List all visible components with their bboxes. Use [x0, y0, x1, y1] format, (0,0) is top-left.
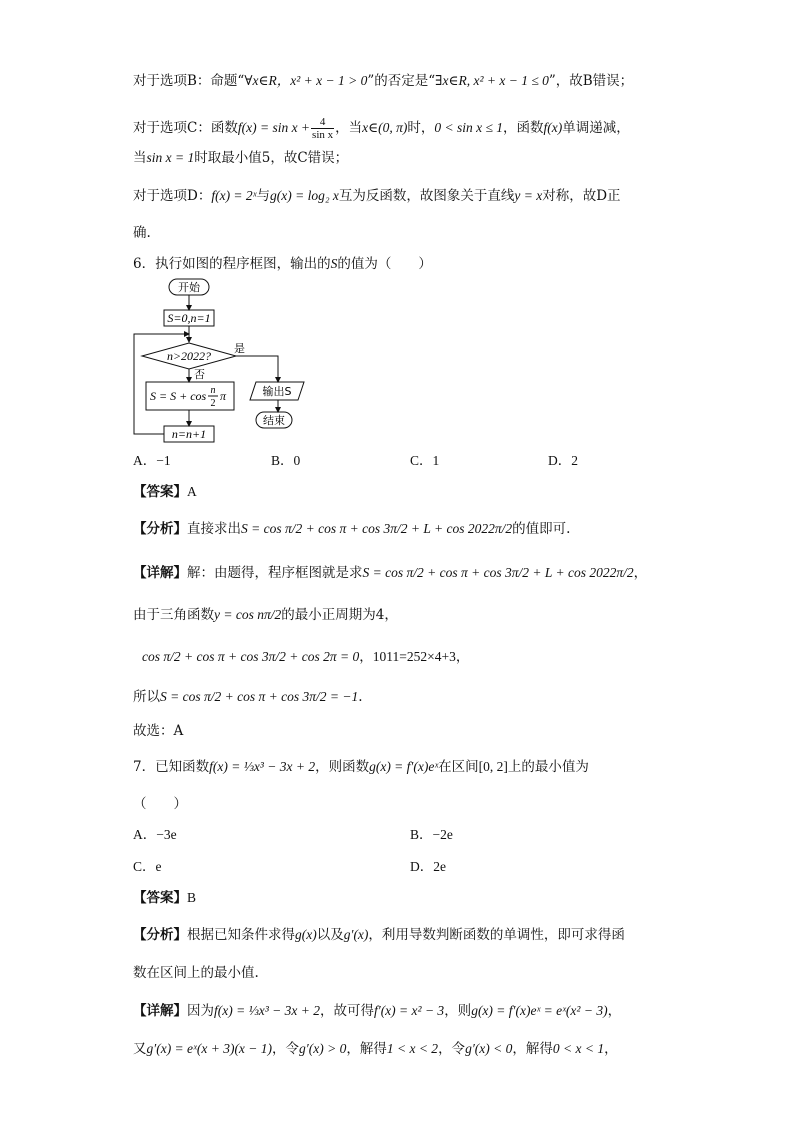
- q5-option-d-line: [133, 186, 621, 206]
- q7-detail-line2: [133, 1039, 618, 1059]
- text: ，: [604, 1041, 618, 1057]
- q6-option-a: A．−1: [133, 453, 171, 468]
- q7-option-a: A．−3e: [133, 827, 177, 842]
- flow-assign-num: n: [210, 385, 216, 396]
- q7-answer: [133, 888, 196, 908]
- q7-stem: [133, 752, 589, 782]
- text: 上的最小值为: [507, 759, 589, 775]
- math-range: 0 < sin x ≤ 1: [434, 120, 504, 135]
- q6-answer: [133, 482, 197, 502]
- q7-option-d: D．2e: [410, 859, 446, 874]
- answer-tag: 【答案】: [133, 890, 187, 906]
- text: ，解得: [346, 1041, 387, 1057]
- text: （ ）: [133, 796, 187, 812]
- math-sum: S = cos π/2 + cos π + cos 3π/2 + L + cos 2022π/2: [362, 565, 634, 580]
- math-forall: ∀x∈R，x² + x − 1 > 0: [244, 73, 368, 88]
- text: ，1011=252×4+3，: [359, 649, 470, 664]
- text: 对于选项D：: [133, 188, 212, 204]
- flowchart: [128, 276, 328, 446]
- text: ，令: [272, 1041, 300, 1057]
- math-cond: sin x = 1: [146, 150, 195, 165]
- text: 的值即可.: [512, 521, 571, 537]
- text: ，利用导数判断函数的单调性，即可求得函: [368, 927, 625, 943]
- detail-tag: 【详解】: [133, 565, 187, 581]
- detail-tag: 【详解】: [133, 1003, 187, 1019]
- text: 对称，故D正: [542, 188, 621, 204]
- text: .: [358, 689, 363, 705]
- math-g: g(x) = f′(x)eˣ = eˣ(x² − 3): [471, 1003, 608, 1018]
- text: 单调递减，: [562, 120, 630, 136]
- numerator: 4: [311, 116, 334, 129]
- math-gx: g(x) = f′(x)eˣ: [369, 759, 439, 774]
- text: 6．执行如图的程序框图，输出的: [133, 256, 331, 272]
- math-sum-period: cos π/2 + cos π + cos 3π/2 + cos 2π = 0: [142, 649, 360, 664]
- text: 故选：A: [133, 723, 184, 739]
- text: ，故可得: [319, 1003, 374, 1019]
- text: ，则: [444, 1003, 472, 1019]
- answer-tag: 【答案】: [133, 484, 187, 500]
- math-fprime: f′(x) = x² − 3: [373, 1003, 445, 1018]
- q6-detail: [133, 558, 647, 588]
- text: 的值为（ ）: [337, 256, 432, 272]
- q5-option-c-line: [133, 113, 630, 143]
- q6-analysis: [133, 514, 570, 544]
- text: ，函数: [503, 120, 544, 136]
- flow-output-label: 输出S: [262, 385, 292, 398]
- q6-detail-line2: [133, 600, 398, 630]
- text: 时取最小值5，故C错误；: [194, 150, 349, 166]
- text: 因为: [187, 1003, 214, 1019]
- text: ，则函数: [315, 759, 370, 775]
- q7-option-c: C．e: [133, 859, 162, 874]
- q6-option-d: D．2: [548, 453, 578, 468]
- math-ineq1: g′(x) > 0: [299, 1041, 347, 1056]
- text: 根据已知条件求得: [187, 927, 295, 943]
- q7-analysis: [133, 925, 625, 945]
- text: 对于选项B：命题“: [133, 73, 245, 89]
- math-domain: x∈(0, π): [362, 120, 408, 135]
- text: 数在区间上的最小值.: [133, 965, 259, 981]
- text: ，: [633, 565, 648, 581]
- fraction-4-over-sinx: [311, 116, 334, 141]
- q5-option-c-line2: [133, 148, 348, 168]
- text: 直接求出: [187, 521, 241, 537]
- flow-decision-label: n>2022?: [166, 349, 212, 363]
- flow-init-label: S=0,n=1: [167, 311, 211, 325]
- answer-value: B: [187, 890, 197, 905]
- math-fx: f(x) = ⅓x³ − 3x + 2: [214, 1003, 320, 1018]
- q6-option-b: B．0: [271, 453, 301, 468]
- text: 与: [256, 188, 270, 204]
- math-gprime: g′(x): [343, 927, 369, 942]
- text: 在区间: [438, 759, 479, 775]
- math-cos: y = cos nπ/2: [214, 607, 282, 622]
- text: 又: [133, 1041, 147, 1057]
- text: ”，故B错误；: [548, 73, 634, 89]
- math-range1: 1 < x < 2: [386, 1041, 439, 1056]
- text: 7．已知函数: [133, 759, 210, 775]
- q7-option-b: B．−2e: [410, 827, 453, 842]
- math-g: g(x): [295, 927, 317, 942]
- arrow-yes: [236, 356, 278, 382]
- q7-paren: [133, 794, 187, 814]
- text: 所以: [133, 689, 160, 705]
- q6-detail-line4: [133, 682, 363, 712]
- flow-incr-label: n=n+1: [171, 427, 207, 441]
- flow-assign-den: 2: [210, 398, 216, 409]
- text: 互为反函数，故图象关于直线: [338, 188, 515, 204]
- flow-start-label: 开始: [178, 281, 200, 294]
- q5-option-d-line2: [133, 223, 151, 243]
- text: 的最小正周期为4，: [281, 607, 398, 623]
- math-exists: ∃x∈R, x² + x − 1 ≤ 0: [435, 73, 549, 88]
- math-g: g(x) = log₂ x: [269, 188, 339, 203]
- math-range2: 0 < x < 1: [552, 1041, 605, 1056]
- math-sum: S = cos π/2 + cos π + cos 3π/2 + L + cos 2022π/2: [241, 521, 513, 536]
- math-f: f(x): [543, 120, 563, 135]
- math-f: f(x) = 2ˣ: [211, 188, 257, 203]
- math-fx: f(x) = ⅓x³ − 3x + 2: [209, 759, 316, 774]
- math-gprime: g′(x) = eˣ(x + 3)(x − 1): [146, 1041, 273, 1056]
- q6-detail-line3: [142, 642, 469, 672]
- denominator: sin x: [312, 129, 334, 141]
- text: 解：由题得，程序框图就是求: [187, 565, 363, 581]
- flow-yes-label: 是: [234, 342, 245, 355]
- analysis-tag: 【分析】: [133, 927, 187, 943]
- text: 由于三角函数: [133, 607, 214, 623]
- math-result: S = cos π/2 + cos π + cos 3π/2 = −1: [160, 689, 359, 704]
- math-line: y = x: [514, 188, 543, 203]
- text: ，当: [335, 120, 363, 136]
- q7-analysis-line2: [133, 963, 259, 983]
- text: ，: [607, 1003, 622, 1019]
- text: 时，: [407, 120, 435, 136]
- math-S: S: [330, 256, 338, 271]
- text: ”的否定是“: [367, 73, 436, 89]
- q7-detail: [133, 996, 621, 1026]
- q6-choose: [133, 721, 183, 741]
- text: 以及: [316, 927, 344, 943]
- text: 当: [133, 150, 147, 166]
- q6-stem: [133, 254, 432, 274]
- math-interval: [0, 2]: [478, 759, 508, 774]
- flow-end-label: 结束: [263, 414, 285, 427]
- flow-no-label: 否: [194, 368, 205, 381]
- text: ，解得: [512, 1041, 553, 1057]
- answer-value: A: [187, 484, 197, 499]
- math-ineq2: g′(x) < 0: [465, 1041, 513, 1056]
- analysis-tag: 【分析】: [133, 521, 187, 537]
- math-fx: f(x) = sin x +: [237, 120, 311, 135]
- text: ，令: [438, 1041, 466, 1057]
- flow-assign-lhs: S = S + cos: [150, 389, 207, 403]
- flow-assign-pi: π: [220, 389, 227, 403]
- q6-option-c: C．1: [410, 453, 440, 468]
- text: 确.: [133, 225, 151, 241]
- q5-option-b-line: [133, 71, 633, 91]
- text: 对于选项C：函数: [133, 120, 238, 136]
